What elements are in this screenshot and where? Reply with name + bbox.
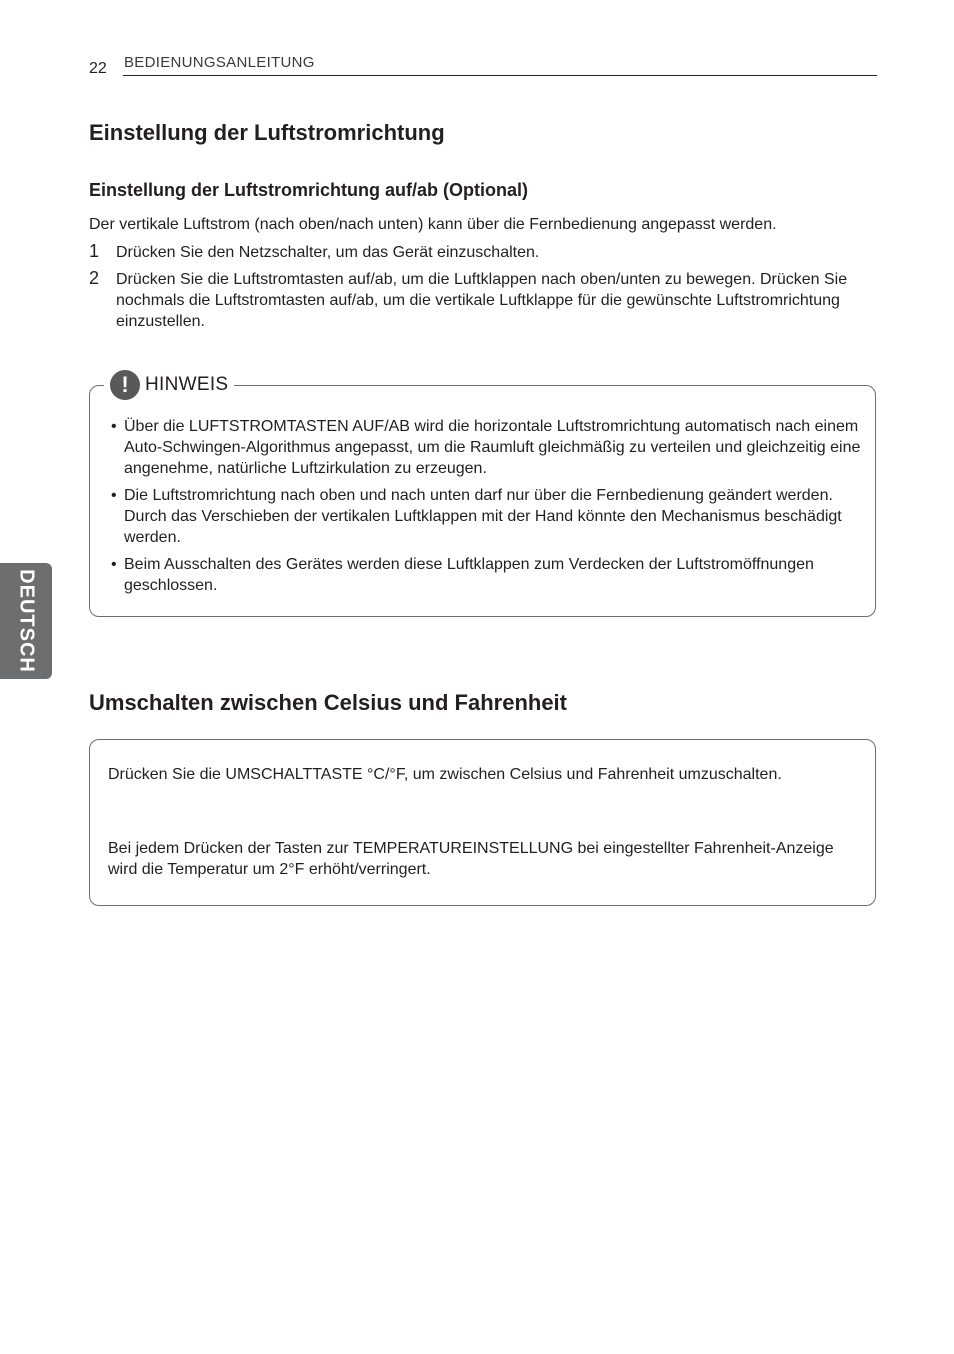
cf-paragraph: Bei jedem Drücken der Tasten zur TEMPERATUREINSTELLUNG bei eingestellter Fahrenheit-Anzeige wird die Temperatur um 2°F erhöht/verringert. [108, 840, 834, 878]
section-title-airflow: Einstellung der Luftstromrichtung [89, 120, 445, 145]
language-tab-label: DEUTSCH [15, 569, 38, 673]
note-title: HINWEIS [145, 374, 229, 395]
intro-paragraph: Der vertikale Luftstrom (nach oben/nach unten) kann über die Fernbedienung angepasst werden. [89, 216, 777, 233]
note-item: • Über die LUFTSTROMTASTEN AUF/AB wird die horizontale Luftstromrichtung automatisch nach einem Auto-Schwingen-Algorithmus angepasst, um die Raumluft gleichmäßig zu verteilen und gleichzeitig eine angenehme, natürliche Luftzirkulation zu erzeugen. [111, 416, 869, 479]
note-item: • Beim Ausschalten des Gerätes werden diese Luftklappen zum Verdecken der Luftstromöffnungen geschlossen. [111, 554, 869, 596]
step-text: Drücken Sie den Netzschalter, um das Gerät einzuschalten. [116, 244, 540, 261]
page-number: 22 [89, 60, 107, 77]
note-list [111, 416, 869, 602]
running-title: BEDIENUNGSANLEITUNG [124, 54, 315, 71]
language-side-tab [0, 563, 52, 679]
header-divider [123, 75, 877, 76]
step-number: 2 [89, 268, 100, 288]
note-item: • Die Luftstromrichtung nach oben und nach unten darf nur über die Fernbedienung geändert werden. Durch das Verschieben der vertikalen Luftklappen mit der Hand könnte den Mechanismus beschädigt werden. [111, 485, 869, 548]
subsection-title-airflow-updown: Einstellung der Luftstromrichtung auf/ab (Optional) [89, 180, 528, 200]
note-header [104, 370, 234, 400]
step-number: 1 [89, 241, 100, 261]
exclamation-icon: ! [110, 370, 140, 400]
step-text: Drücken Sie die Luftstromtasten auf/ab, um die Luftklappen nach oben/unten zu bewegen. Drücken Sie nochmals die Luftstromtasten auf/ab, um die vertikale Luftklappe für die gewünschte Luftstromrichtung einzustellen. [116, 271, 848, 330]
section-title-celsius-fahrenheit: Umschalten zwischen Celsius und Fahrenheit [89, 690, 567, 715]
cf-paragraph: Drücken Sie die UMSCHALTTASTE °C/°F, um zwischen Celsius und Fahrenheit umzuschalten. [108, 766, 782, 783]
